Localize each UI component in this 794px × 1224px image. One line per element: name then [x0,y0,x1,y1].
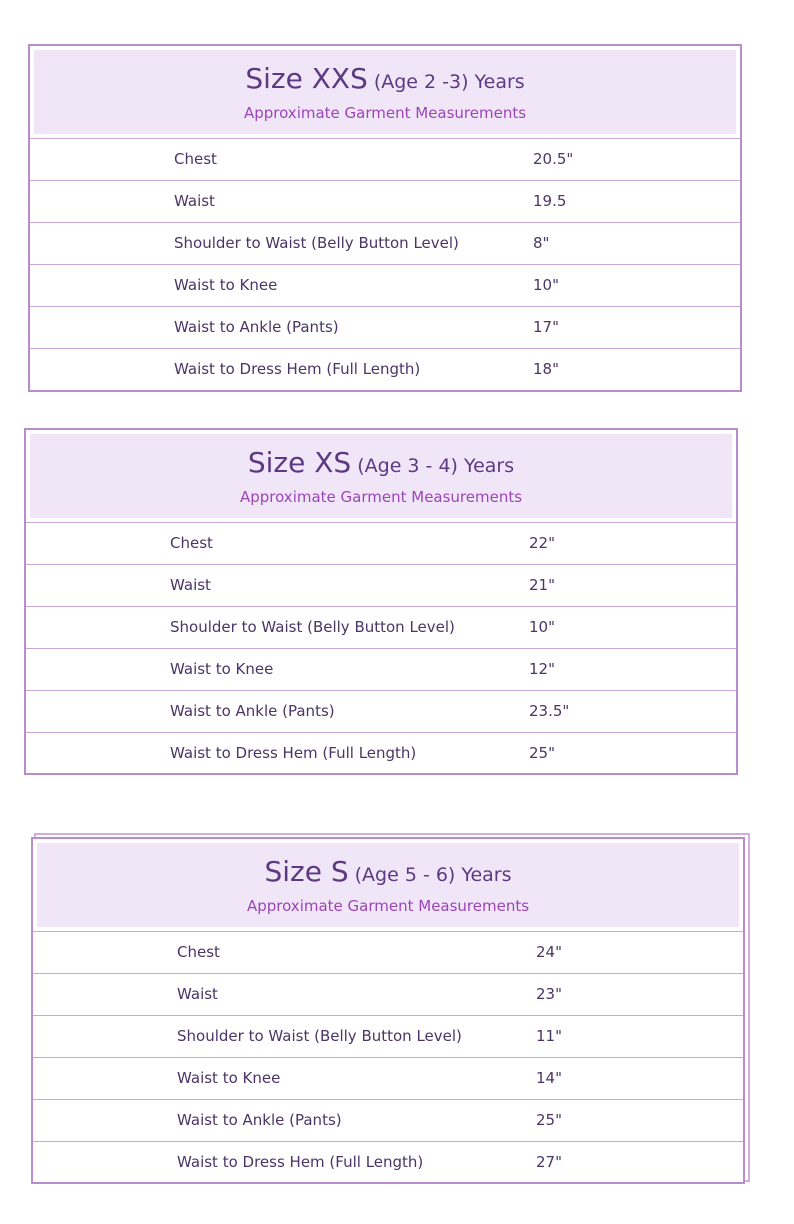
table-row [33,931,743,973]
age-range: (Age 3 - 4) Years [357,455,515,477]
measurement-value: 24" [536,943,562,961]
measurement-value: 25" [529,744,555,762]
measurement-label: Shoulder to Waist (Belly Button Level) [177,1027,462,1045]
table-row [26,690,736,732]
table-header [30,434,732,518]
table-row [33,973,743,1015]
measurement-label: Waist to Dress Hem (Full Length) [174,360,421,378]
table-row [30,306,740,348]
measurement-value: 22" [529,534,555,552]
table-row [30,222,740,264]
table-row [30,138,740,180]
measurement-label: Waist [170,576,211,594]
size-table-s [31,837,745,1184]
size-title: Size XXS [245,62,368,95]
measurement-value: 27" [536,1153,562,1171]
measurement-label: Shoulder to Waist (Belly Button Level) [174,234,459,252]
measurement-label: Chest [170,534,213,552]
measurement-label: Waist to Ankle (Pants) [177,1111,342,1129]
measurement-label: Waist to Dress Hem (Full Length) [170,744,417,762]
table-subtitle: Approximate Garment Measurements [243,104,527,122]
measurement-value: 12" [529,660,555,678]
table-row [26,732,736,774]
table-row [33,1141,743,1183]
measurement-label: Waist to Dress Hem (Full Length) [177,1153,424,1171]
table-row [30,180,740,222]
measurement-value: 23.5" [529,702,570,720]
table-row [26,606,736,648]
table-row [33,1015,743,1057]
measurement-label: Waist to Knee [170,660,274,678]
measurement-value: 18" [533,360,559,378]
measurement-label: Waist [177,985,218,1003]
age-range: (Age 2 -3) Years [373,71,525,93]
measurement-label: Waist to Ankle (Pants) [174,318,339,336]
measurement-label: Waist to Knee [174,276,278,294]
measurement-value: 14" [536,1069,562,1087]
measurement-label: Waist to Ankle (Pants) [170,702,335,720]
table-header [37,843,739,927]
measurement-label: Chest [177,943,220,961]
measurement-label: Chest [174,150,217,168]
size-table-xs [24,428,738,775]
table-row [26,522,736,564]
measurement-value: 10" [533,276,559,294]
age-range: (Age 5 - 6) Years [354,864,512,886]
table-row [33,1057,743,1099]
table-subtitle: Approximate Garment Measurements [246,897,530,915]
measurement-value: 8" [533,234,550,252]
table-row [30,264,740,306]
measurement-value: 23" [536,985,562,1003]
size-title: Size S [264,855,349,888]
table-subtitle: Approximate Garment Measurements [239,488,523,506]
measurement-label: Waist to Knee [177,1069,281,1087]
size-table-xxs [28,44,742,392]
measurement-value: 11" [536,1027,562,1045]
table-header [34,50,736,134]
measurement-label: Shoulder to Waist (Belly Button Level) [170,618,455,636]
measurement-value: 25" [536,1111,562,1129]
measurement-value: 17" [533,318,559,336]
size-title: Size XS [247,446,352,479]
table-row [26,564,736,606]
measurement-value: 20.5" [533,150,574,168]
table-row [33,1099,743,1141]
measurement-value: 21" [529,576,555,594]
table-row [30,348,740,390]
table-row [26,648,736,690]
measurement-value: 10" [529,618,555,636]
measurement-label: Waist [174,192,215,210]
measurement-value: 19.5 [533,192,567,210]
